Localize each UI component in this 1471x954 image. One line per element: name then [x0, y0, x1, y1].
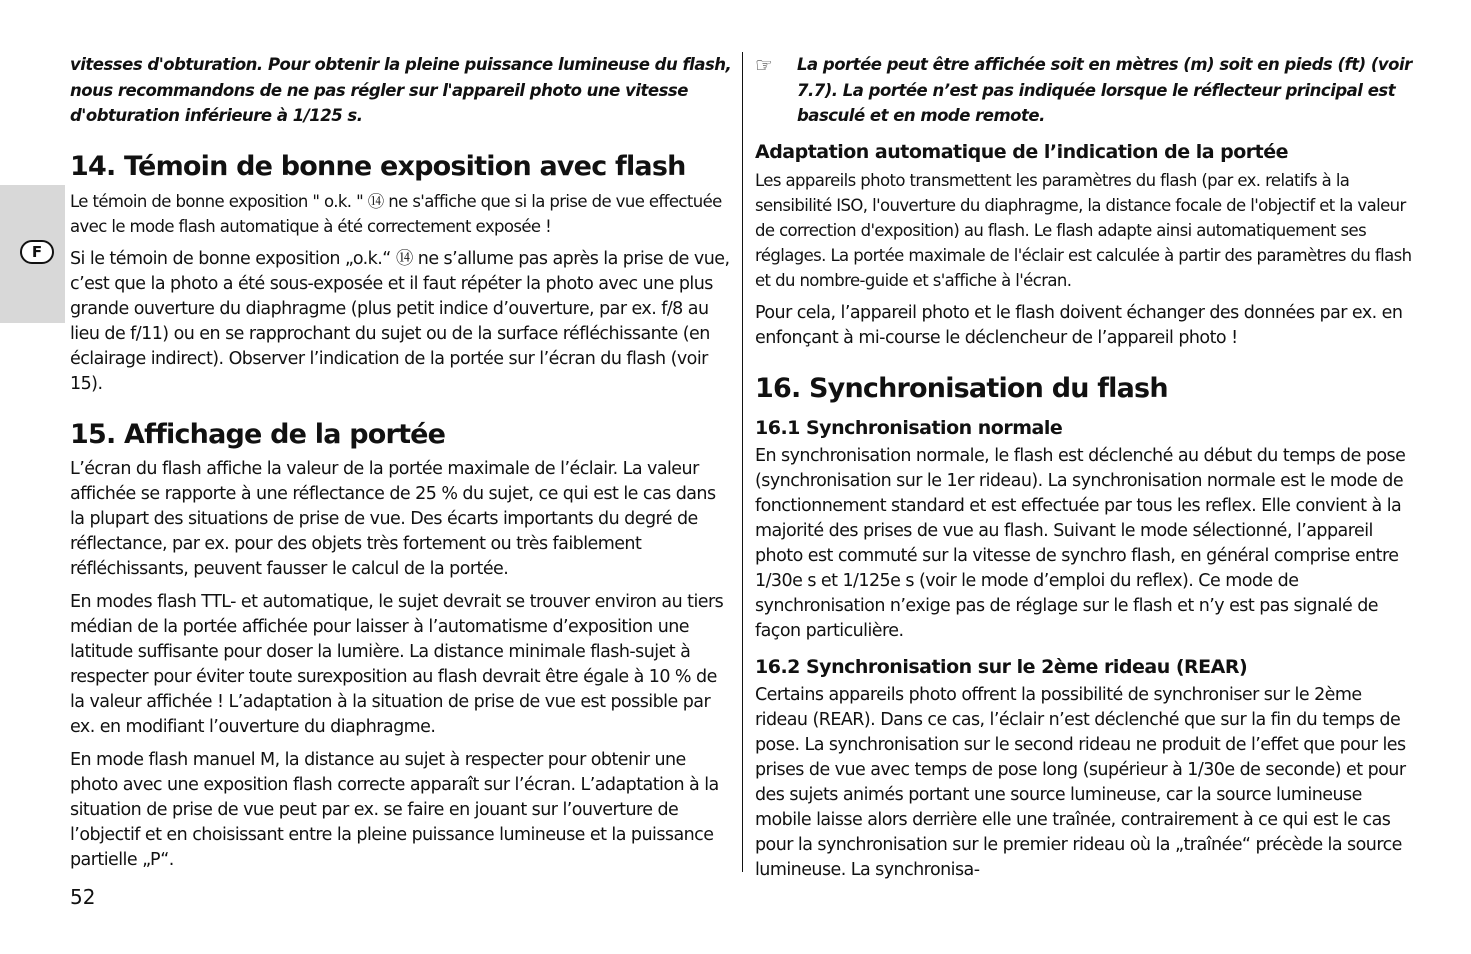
section-16-2-text: Certains appareils photo offrent la possibilité de synchroniser sur le 2ème rideau (REAR). Dans ce cas, l’éclair n’est déclenché que sur la fin du temps de pose. La synchronisation sur le second rideau ne produit de l’effet que pour les prises de vue avec temps de pose long (supérieur à 1/30e de seconde) et pour des sujets animés portant une source lumineuse, car la source lumineuse mobile laisse alors derrière elle une traînée, contrairement à ce qui est le cas pour la synchronisation sur le premier rideau où la „traînée“ précède la source lumineuse. La synchronisa-: [755, 684, 1406, 880]
range-units-note-text: La portée peut être affichée soit en mètres (m) soit en pieds (ft) (voir 7.7). La portée n’est pas indiquée lorsque le réflecteur principal est basculé et en mode remote.: [797, 55, 1412, 125]
intro-note: vitesses d'obturation. Pour obtenir la pleine puissance lumineuse du flash, nous recommandons de ne pas régler sur l'appareil photo une vitesse d'obturation inférieure à 1/125 s.: [70, 55, 732, 125]
section-16-1-heading: 16.1 Synchronisation normale: [755, 416, 1063, 439]
section-15-title: 15. Affichage de la portée: [70, 418, 446, 450]
right-column: [755, 52, 1415, 891]
pointing-hand-icon: ☞: [755, 53, 773, 77]
section-15-paragraph-3: En mode flash manuel M, la distance au sujet à respecter pour obtenir une photo avec une exposition flash correcte apparaît sur l’écran. L’adaptation à la situation de prise de vue peut par ex. se faire en jouant sur l’ouverture de l’objectif et en choisissant entre la pleine puissance lumineuse et la puissance partielle „P“.: [70, 749, 719, 870]
section-14-paragraph-1: Le témoin de bonne exposition " o.k. " ⑭ ne s'affiche que si la prise de vue effectuée avec le mode flash automatique à été correctement exposée !: [70, 191, 722, 236]
adaptation-paragraph-1: Les appareils photo transmettent les paramètres du flash (par ex. relatifs à la sensibilité ISO, l'ouverture du diaphragme, la distance focale de l'objectif et la valeur de correction d'exposition) au flash. Le flash adapte ainsi automatiquement ses réglages. La portée maximale de l'éclair est calculée à partir des paramètres du flash et du nombre-guide et s'affiche à l'écran.: [755, 170, 1412, 290]
section-16-title: 16. Synchronisation du flash: [755, 372, 1168, 404]
adaptation-paragraph-2: Pour cela, l’appareil photo et le flash doivent échanger des données par ex. en enfonçant à mi-course le déclencheur de l’appareil photo !: [755, 302, 1403, 348]
section-15-paragraph-1: L’écran du flash affiche la valeur de la portée maximale de l’éclair. La valeur affichée se rapporte à une réflectance de 25 % du sujet, ce qui est le cas dans la plupart des situations de prise de vue. Des écarts importants du degré de réflectance, par ex. pour des objets très fortement ou très faiblement réfléchissants, peuvent fausser le calcul de la portée.: [70, 458, 716, 579]
left-column: [70, 52, 732, 881]
range-units-note: [755, 52, 1415, 129]
section-14-title: 14. Témoin de bonne exposition avec flash: [70, 150, 686, 182]
language-badge: F: [20, 240, 54, 264]
section-16-2-heading: 16.2 Synchronisation sur le 2ème rideau (REAR): [755, 655, 1248, 678]
column-divider: [742, 52, 743, 872]
section-14-paragraph-2: Si le témoin de bonne exposition „o.k.“ ⑭ ne s’allume pas après la prise de vue, c’est que la photo a été sous-exposée et il faut répéter la photo avec une plus grande ouverture du diaphragme (plus petit indice d’ouverture, par ex. f/8 au lieu de f/11) ou en se rapprochant du sujet ou de la surface réfléchissante (en éclairage indirect). Observer l’indication de la portée sur l’écran du flash (voir 15).: [70, 248, 730, 394]
page-number: 52: [70, 885, 96, 909]
section-16-1-text: En synchronisation normale, le flash est déclenché au début du temps de pose (synchronisation sur le 1er rideau). La synchronisation normale est le mode de fonctionnement standard et est effectuée par tous les reflex. Elle convient à la majorité des prises de vue au flash. Suivant le mode sélectionné, l’appareil photo est commuté sur la vitesse de synchro flash, en général comprise entre 1/30e s et 1/125e s (voir le mode d’emploi du reflex). Ce mode de synchronisation n’exige pas de réglage sur le flash et n’y est pas signalé de façon particulière.: [755, 445, 1406, 641]
adaptation-heading: Adaptation automatique de l’indication de la portée: [755, 140, 1289, 163]
section-15-paragraph-2: En modes flash TTL- et automatique, le sujet devrait se trouver environ au tiers médian de la portée affichée pour laisser à l’automatisme d’exposition une latitude suffisante pour doser la lumière. La distance minimale flash-sujet à respecter pour éviter toute surexposition au flash devrait être égale à 10 % de la valeur affichée ! L’adaptation à la situation de prise de vue est possible par ex. en modifiant l’ouverture du diaphragme.: [70, 591, 724, 737]
